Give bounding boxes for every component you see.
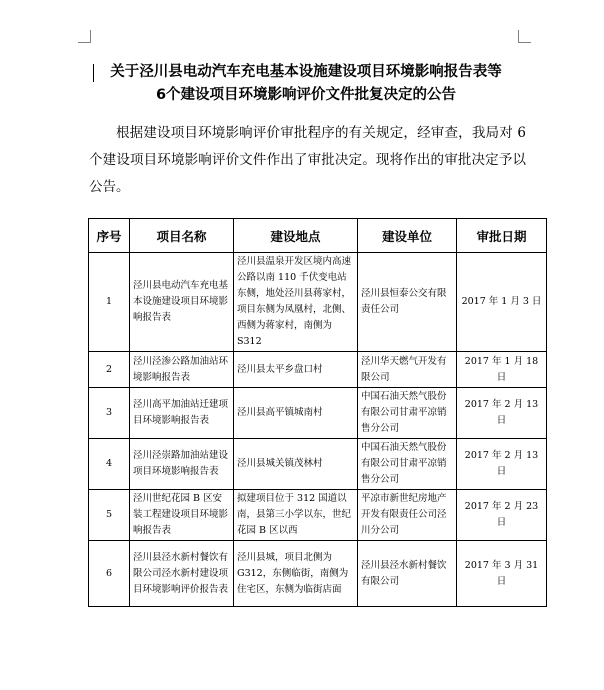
document-title-line-1[interactable]: 关于泾川县电动汽车充电基本设施建设项目环境影响报告表等 [110, 64, 502, 80]
cell-location: 泾川县温泉开发区境内高速公路以南 110 千伏变电站东侧，地处泾川县蒋家村，项目东侧为凤凰村，北侧、西侧为蒋家村，南侧为 S312 [234, 253, 358, 352]
cell-date: 2017 年 2 月 13 日 [457, 439, 547, 490]
header-no: 序号 [89, 219, 130, 253]
document-title-line-2[interactable]: 6个建设项目环境影响评价文件批复决定的公告 [155, 87, 457, 103]
cell-location: 泾川县城关镇茂林村 [234, 439, 358, 490]
intro-paragraph[interactable]: 根据建设项目环境影响评价审批程序的有关规定，经审查，我局对 6 个建设项目环境影响评价文件作出了审批决定。现将作出的审批决定予以公告。 [89, 125, 526, 195]
approval-table [88, 218, 547, 607]
header-location: 建设地点 [234, 219, 358, 253]
crop-mark-top-left [78, 30, 91, 43]
cell-unit: 泾川县恒泰公交有限责任公司 [358, 253, 457, 352]
table-row [89, 253, 547, 352]
cell-no: 6 [89, 541, 130, 607]
cell-location: 泾川县高平镇城南村 [234, 388, 358, 439]
table-row [89, 439, 547, 490]
cell-project-name: 泾川县电动汽车充电基本设施建设项目环境影响报告表 [130, 253, 234, 352]
cell-unit: 平凉市新世纪房地产开发有限责任公司泾川分公司 [358, 490, 457, 541]
cell-date: 2017 年 3 月 31 日 [457, 541, 547, 607]
cell-date: 2017 年 2 月 23 日 [457, 490, 547, 541]
cell-project-name: 泾川泾渗公路加油站环境影响报告表 [130, 352, 234, 388]
cell-project-name: 泾川世纪花园 B 区安装工程建设项目环境影响报告表 [130, 490, 234, 541]
cell-location: 拟建项目位于 312 国道以南，县第三小学以东，世纪花园 B 区以西 [234, 490, 358, 541]
cell-date: 2017 年 2 月 13 日 [457, 388, 547, 439]
table-row [89, 490, 547, 541]
cell-location: 泾川县太平乡盘口村 [234, 352, 358, 388]
table-row [89, 541, 547, 607]
cell-unit: 泾川华天燃气开发有限公司 [358, 352, 457, 388]
cell-no: 3 [89, 388, 130, 439]
cell-date: 2017 年 1 月 3 日 [457, 253, 547, 352]
cell-no: 1 [89, 253, 130, 352]
table-row [89, 388, 547, 439]
header-unit: 建设单位 [358, 219, 457, 253]
cell-no: 4 [89, 439, 130, 490]
cell-date: 2017 年 1 月 18 日 [457, 352, 547, 388]
header-project-name: 项目名称 [130, 219, 234, 253]
cell-project-name: 泾川泾崇路加油站建设项目环境影响报告表 [130, 439, 234, 490]
cell-unit: 中国石油天然气股份有限公司甘肃平凉销售分公司 [358, 439, 457, 490]
cell-unit: 中国石油天然气股份有限公司甘肃平凉销售分公司 [358, 388, 457, 439]
table-header-row [89, 219, 547, 253]
cell-location: 泾川县城，项目北侧为 G312，东侧临街，南侧为住宅区，东侧为临街店面 [234, 541, 358, 607]
table-row [89, 352, 547, 388]
cell-project-name: 泾川高平加油站迁建项目环境影响报告表 [130, 388, 234, 439]
cell-unit: 泾川县泾水新村餐饮有限公司 [358, 541, 457, 607]
cell-project-name: 泾川县泾水新村餐饮有限公司泾水新村建设项目环境影响评价报告表 [130, 541, 234, 607]
crop-mark-top-right [518, 30, 531, 43]
cell-no: 2 [89, 352, 130, 388]
header-date: 审批日期 [457, 219, 547, 253]
cell-no: 5 [89, 490, 130, 541]
